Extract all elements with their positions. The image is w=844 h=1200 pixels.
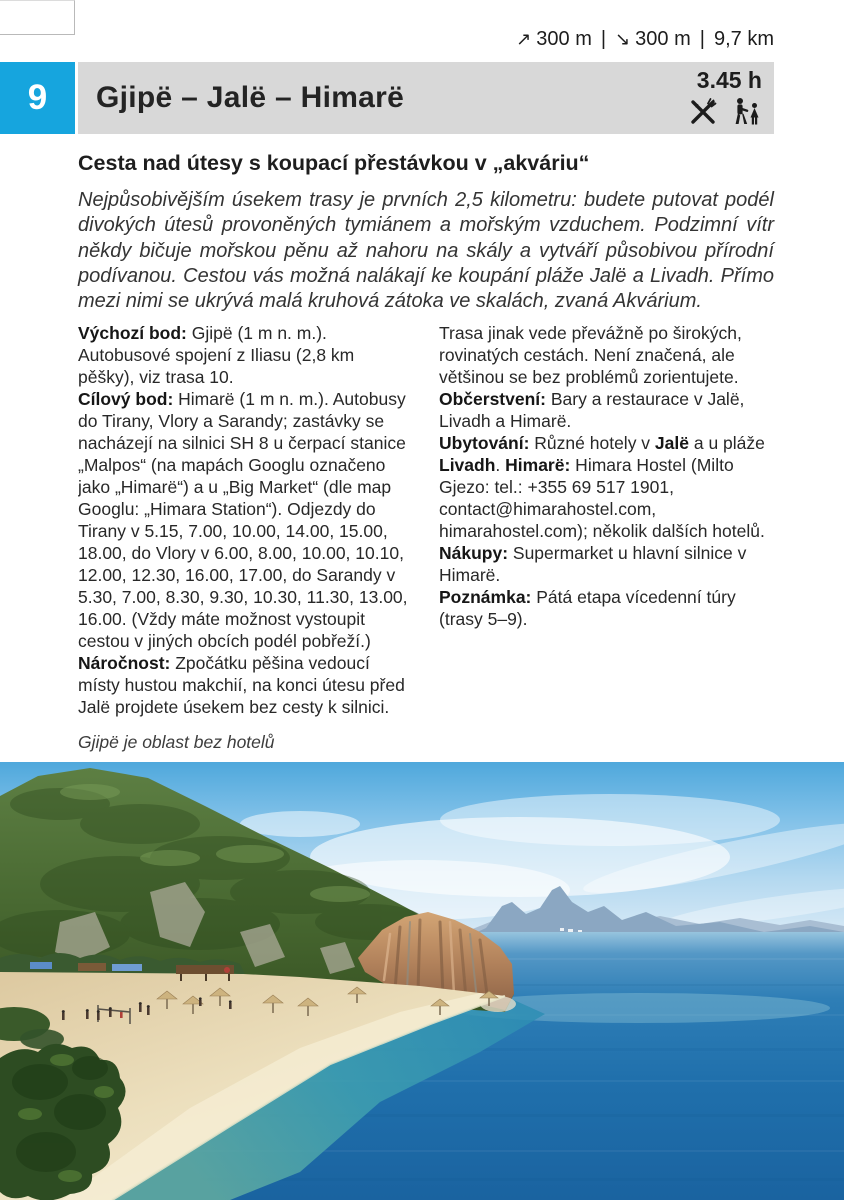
info-entry: Nákupy: Supermarket u hlavní silnice v Himarë. [439,543,747,585]
descent-arrow-icon: ↘ [615,29,631,50]
page-corner-tab [0,0,75,35]
restaurant-icon [688,97,718,127]
photo-caption: Gjipë je oblast bez hotelů [78,732,275,752]
route-number-badge: 9 [0,62,75,134]
route-title-bar [0,62,774,134]
separator: | [600,28,607,50]
separator: | [699,28,705,50]
info-entry: Občerstvení: Bary a restaurace v Jalë, Livadh a Himarë. [439,389,745,431]
route-feature-icons [688,97,762,127]
title-bar-right [688,66,762,127]
route-title: Gjipë – Jalë – Himarë [96,81,405,114]
info-entry: Cílový bod: Himarë (1 m n. m.). Autobusy do Tirany, Vlory a Sarandy; zastávky se nacházejí na silnici SH 8 u čerpací stanice „Malpos“ (na mapách Googlu označeno jako „Himarë“) a u „Big Market“ (dle map Googlu: „Himara Station“). Odjezdy do Tirany v 5.15, 7.00, 10.00, 14.00, 15.00, 18.00, do Vlory v 6.00, 8.00, 10.00, 10.10, 12.00, 12.30, 16.00, 17.00, do Sarandy v 5.30, 7.00, 8.30, 9.30, 10.30, 11.30, 13.00, 16.00. (Vždy máte možnost vystoupit cestou v jiných obcích podél pobřeží.) [78,389,408,651]
info-entry: Náročnost: Zpočátku pěšina vedoucí místy hustou makchií, na konci útesu před Jalë projdete úsekem bez cesty k silnici. Trasa jinak vede převážně po širokých, rovinatých cestách. Není značená, ale většinou se bez problémů zorientujete. [78,323,742,717]
descent-value: 300 m [635,28,691,50]
route-info-columns [78,322,776,726]
elevation-stats [516,28,774,51]
ascent-value: 300 m [536,28,592,50]
beach-photo [0,762,844,1200]
beach-photo-art [0,762,844,1200]
hikers-icon [730,97,762,127]
distance-value: 9,7 km [713,28,774,50]
title-bar-background [78,62,774,134]
intro-paragraph: Nejpůsobivějším úsekem trasy je prvních 2,5 kilometru: budete putovat podél divokých útesů provoněných tymiánem a mořským vzduchem. Podzimní vítr někdy bičuje mořskou pěnu až nahoru na skály a vytváří působivou přírodní podívanou. Cestou vás možná nalákají ke koupání pláže Jalë a Livadh. Přímo mezi nimi se ukrývá malá kruhová zátoka ve skalách, zvaná Akvárium. [78,189,774,313]
info-entry: Výchozí bod: Gjipë (1 m n. m.). Autobusové spojení z Iliasu (2,8 km pěšky), viz trasa 10. [78,323,355,387]
duration-value: 3.45 h [696,67,762,93]
info-entry: Ubytování: Různé hotely v Jalë a u pláže Livadh. Himarë: Himara Hostel (Milto Gjezo: tel.: +355 69 517 1901, contact@himarahostel.com, himarahostel.com); několik dalších hotelů. [439,433,765,541]
info-entry: Poznámka: Pátá etapa vícedenní túry (trasy 5–9). [439,587,736,629]
route-subtitle: Cesta nad útesy s koupací přestávkou v „akváriu“ [78,151,590,175]
ascent-arrow-icon: ↗ [516,29,532,50]
